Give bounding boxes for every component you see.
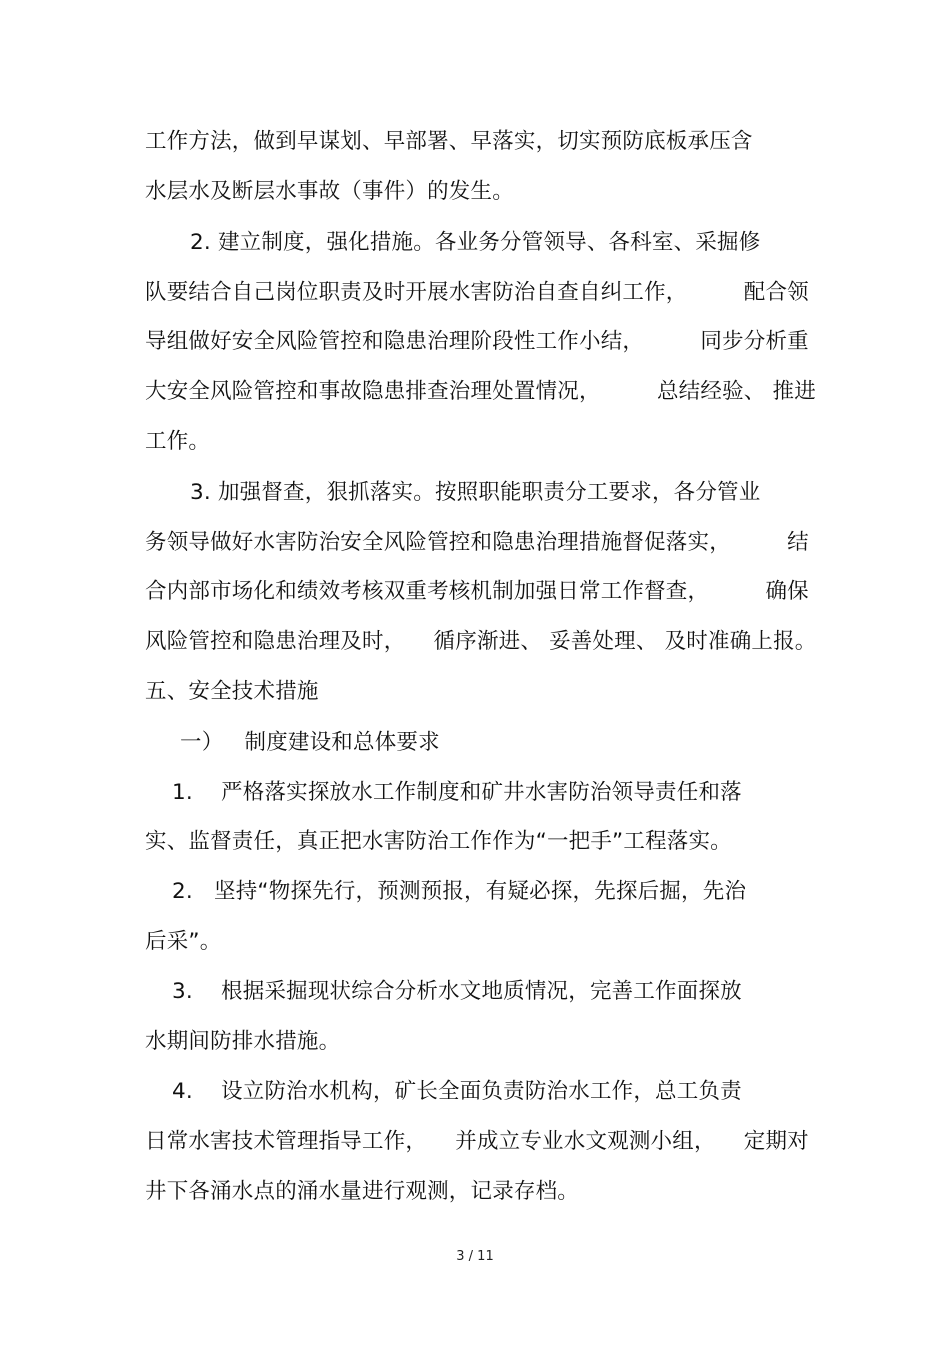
text-line: 1. 严格落实探放水工作制度和矿井水害防治领导责任和落	[172, 780, 742, 805]
subsection-heading: 一） 制度建设和总体要求	[180, 730, 440, 755]
text-line: 大安全风险管控和事故隐患排查治理处置情况， 总结经验、 推进	[145, 379, 816, 404]
text-line: 合内部市场化和绩效考核双重考核机制加强日常工作督查， 确保	[145, 579, 809, 604]
page-number: 3 / 11	[456, 1249, 494, 1264]
text-line: 井下各涌水点的涌水量进行观测，记录存档。	[145, 1179, 580, 1204]
section-heading: 五、安全技术措施	[145, 679, 319, 704]
text-line: 日常水害技术管理指导工作， 并成立专业水文观测小组， 定期对	[145, 1129, 809, 1154]
text-line: 2. 坚持“物探先行，预测预报，有疑必探，先探后掘，先治	[172, 879, 747, 904]
text-line: 实、监督责任，真正把水害防治工作作为“一把手”工程落实。	[145, 829, 732, 854]
text-line: 水层水及断层水事故（事件）的发生。	[145, 179, 514, 204]
text-line: 水期间防排水措施。	[145, 1029, 341, 1054]
text-line: 4. 设立防治水机构，矿长全面负责防治水工作，总工负责	[172, 1079, 742, 1104]
text-line: 导组做好安全风险管控和隐患治理阶段性工作小结， 同步分析重	[145, 329, 809, 354]
text-line: 后采”。	[145, 929, 222, 954]
text-line: 3. 根据采掘现状综合分析水文地质情况，完善工作面探放	[172, 979, 742, 1004]
text-line: 工作。	[145, 429, 211, 454]
text-line: 务领导做好水害防治安全风险管控和隐患治理措施督促落实， 结	[145, 530, 809, 555]
text-line: 2. 建立制度，强化措施。各业务分管领导、各科室、采掘修	[190, 230, 761, 255]
text-line: 风险管控和隐患治理及时， 循序渐进、 妥善处理、 及时准确上报。	[145, 629, 817, 654]
text-line: 队要结合自己岗位职责及时开展水害防治自查自纠工作， 配合领	[145, 280, 809, 305]
text-line: 3. 加强督查，狠抓落实。按照职能职责分工要求，各分管业	[190, 480, 761, 505]
text-line: 工作方法，做到早谋划、早部署、早落实，切实预防底板承压含	[145, 129, 753, 154]
